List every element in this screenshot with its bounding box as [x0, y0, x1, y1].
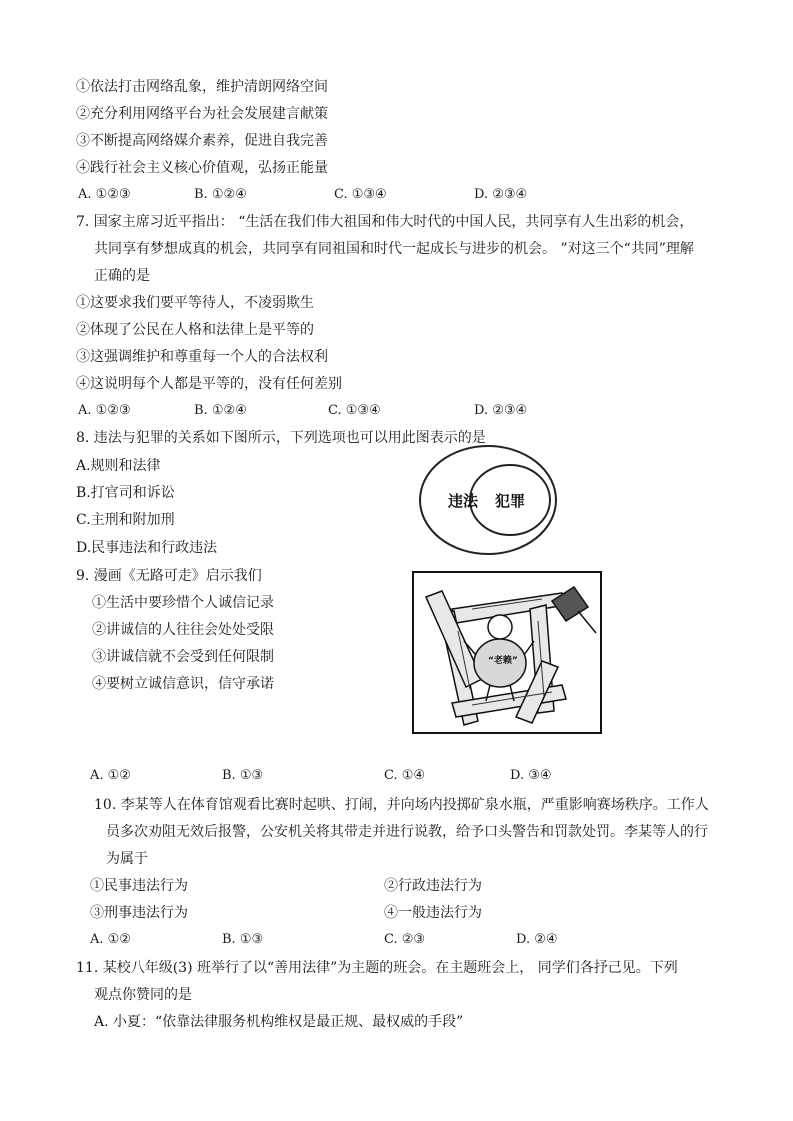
q10-stem-line-1: 10. 李某等人在体育馆观看比赛时起哄、打闹，并向场内投掷矿泉水瓶，严重影响赛场秩序。工作人 — [94, 797, 709, 813]
q7-statement-1: ①这要求我们要平等待人，不凌弱欺生 — [76, 295, 314, 311]
q10-statement-4: ④一般违法行为 — [384, 905, 482, 921]
q6-statement-3: ③不断提高网络媒介素养，促进自我完善 — [76, 133, 328, 149]
q11-stem-line-2: 观点你赞同的是 — [94, 987, 192, 1003]
q6-statement-2: ②充分利用网络平台为社会发展建言献策 — [76, 106, 328, 122]
q10-option-c: C. ②③ — [384, 932, 426, 947]
q8-option-c: C.主刑和附加刑 — [76, 512, 175, 528]
q7-option-d: D. ②③④ — [474, 403, 528, 418]
q9-option-a: A. ①② — [90, 768, 131, 783]
q10-option-a: A. ①② — [90, 932, 131, 947]
q11-option-a: A. 小夏：“依靠法律服务机构维权是最正规、最权威的手段” — [94, 1014, 464, 1030]
q6-statement-4: ④践行社会主义核心价值观，弘扬正能量 — [76, 160, 328, 176]
q9-statement-1: ①生活中要珍惜个人诚信记录 — [92, 595, 274, 611]
q9-stem: 9. 漫画《无路可走》启示我们 — [76, 568, 262, 584]
q7-stem-line-3: 正确的是 — [94, 268, 150, 284]
q9-option-c: C. ①④ — [384, 768, 426, 783]
outer-label: 违法 — [448, 492, 479, 510]
inner-label: 犯罪 — [495, 492, 526, 510]
q7-statement-4: ④这说明每个人都是平等的，没有任何差别 — [76, 376, 342, 392]
q8-option-b: B.打官司和诉讼 — [76, 485, 175, 501]
q7-option-c: C. ①③④ — [328, 403, 381, 418]
q9-statement-3: ③讲诚信就不会受到任何限制 — [92, 649, 274, 665]
q9-statement-2: ②讲诚信的人往往会处处受限 — [92, 622, 274, 638]
q10-statement-3: ③刑事违法行为 — [90, 905, 188, 921]
q8-stem: 8. 违法与犯罪的关系如下图所示，下列选项也可以用此图表示的是 — [76, 430, 486, 446]
venn-diagram — [418, 444, 558, 556]
q7-stem-line-2: 共同享有梦想成真的机会，共同享有同祖国和时代一起成长与进步的机会。 ”对这三个“共同”理解 — [94, 241, 694, 257]
cartoon-no-way-out — [412, 571, 602, 734]
outer-circle-illegal — [420, 446, 556, 554]
q8-option-a: A.规则和法律 — [76, 458, 161, 474]
q10-statement-1: ①民事违法行为 — [90, 878, 188, 894]
q7-option-b: B. ①②④ — [194, 403, 247, 418]
q9-option-b: B. ①③ — [222, 768, 264, 783]
q10-statement-2: ②行政违法行为 — [384, 878, 482, 894]
q10-stem-line-3: 为属于 — [106, 851, 148, 867]
q9-option-d: D. ③④ — [510, 768, 552, 783]
q6-option-d: D. ②③④ — [474, 187, 528, 202]
q10-option-d: D. ②④ — [516, 932, 558, 947]
q11-stem-line-1: 11. 某校八年级(3) 班举行了以“善用法律”为主题的班会。在主题班会上， 同学们各抒己见。下列 — [76, 960, 678, 976]
q7-statement-3: ③这强调维护和尊重每一个人的合法权利 — [76, 349, 328, 365]
q10-stem-line-2: 员多次劝阻无效后报警，公安机关将其带走并进行说教，给予口头警告和罚款处罚。李某等人的行 — [106, 824, 708, 840]
q6-option-a: A. ①②③ — [78, 187, 131, 202]
q9-statement-4: ④要树立诚信意识，信守承诺 — [92, 676, 274, 692]
q8-option-d: D.民事违法和行政违法 — [76, 540, 218, 556]
q7-stem-line-1: 7. 国家主席习近平指出： “生活在我们伟大祖国和伟大时代的中国人民，共同享有人生出彩的机会， — [76, 214, 694, 230]
q6-statement-1: ①依法打击网络乱象，维护清朗网络空间 — [76, 79, 328, 95]
q7-option-a: A. ①②③ — [78, 403, 131, 418]
q6-option-c: C. ①③④ — [334, 187, 387, 202]
q10-option-b: B. ①③ — [222, 932, 264, 947]
cartoon-figure-label: “老赖” — [488, 656, 518, 666]
q7-statement-2: ②体现了公民在人格和法律上是平等的 — [76, 322, 314, 338]
q6-option-b: B. ①②④ — [194, 187, 247, 202]
